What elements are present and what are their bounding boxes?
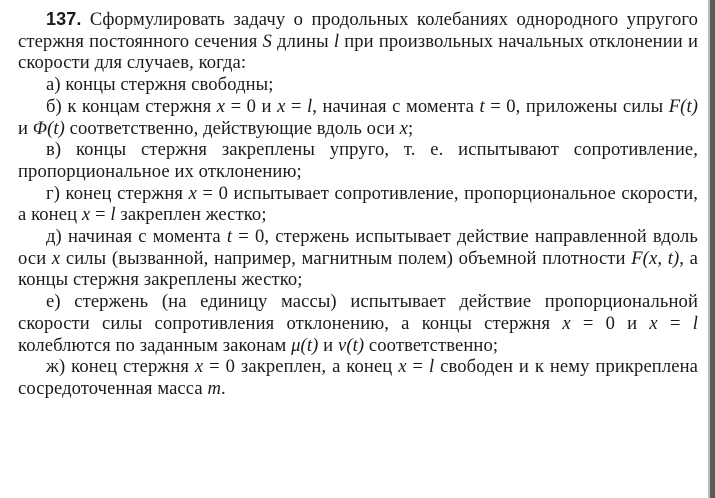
case-a: [18, 74, 698, 96]
math-symbol: ν(t): [337, 334, 365, 356]
math-symbol: Φ(t): [32, 117, 65, 139]
case-text: = 0 закреплен, а конец: [203, 356, 399, 378]
math-symbol: x: [188, 182, 197, 204]
math-symbol: t: [479, 95, 485, 117]
case-text: = 0, приложены силы: [484, 95, 669, 117]
scan-edge-shadow: [710, 0, 715, 498]
case-text: , начиная с момента: [312, 95, 480, 117]
case-text: в) концы стержня закреплены упруго, т. е. испытывают сопротивление, пропорциональное их отклонению;: [18, 139, 698, 182]
case-text: = 0 и: [225, 95, 278, 117]
case-text: а) концы стержня свободны;: [46, 74, 274, 96]
case-zh: [18, 356, 698, 399]
case-text: закреплен жестко;: [115, 204, 267, 226]
case-text: соответственно, действующие вдоль оси: [64, 117, 400, 139]
math-symbol: F(x, t): [631, 247, 680, 269]
case-text: =: [657, 312, 693, 334]
case-b: [18, 96, 698, 139]
math-symbol: x: [277, 95, 286, 117]
math-symbol: l: [306, 95, 313, 117]
intro-text: при произвольных начальных отклонении и скорости для случаев, когда:: [18, 30, 698, 74]
case-e: [18, 291, 698, 356]
case-text: ;: [408, 117, 414, 139]
case-text: =: [90, 204, 111, 226]
math-symbol: l: [692, 312, 698, 334]
math-symbol: μ(t): [291, 334, 319, 356]
case-text: колеблются по заданным законам: [18, 334, 292, 356]
math-symbol: l: [110, 204, 116, 226]
case-text: .: [221, 377, 226, 399]
case-text: ж) конец стержня: [46, 356, 195, 378]
case-v: [18, 139, 698, 182]
math-symbol: t: [226, 226, 233, 248]
case-text: = 0, стержень испытывает действие направленной вдоль оси: [18, 226, 698, 269]
math-symbol: x: [399, 117, 409, 139]
problem-statement: [18, 9, 698, 74]
math-symbol: x: [81, 204, 91, 226]
math-symbol: x: [649, 312, 658, 334]
case-text: соответственно;: [364, 334, 499, 356]
case-text: =: [285, 95, 307, 117]
math-symbol: x: [51, 247, 61, 269]
math-symbol: S: [262, 30, 272, 52]
case-text: б) к концам стержня: [46, 95, 217, 117]
problem-text: [18, 9, 698, 400]
math-symbol: m: [207, 377, 221, 399]
case-text: и: [318, 334, 338, 356]
math-symbol: x: [216, 95, 226, 117]
case-text: г) конец стержня: [46, 182, 189, 204]
case-text: д) начиная с момента: [46, 226, 227, 248]
case-text: = 0 и: [570, 312, 650, 334]
case-d: [18, 226, 698, 291]
case-text: = 0 испытывает сопротивление, пропорциональное скорости, а конец: [18, 182, 698, 226]
case-text: и: [18, 117, 33, 139]
problem-number: 137.: [46, 9, 82, 29]
math-symbol: x: [398, 356, 407, 378]
math-symbol: F(t): [668, 95, 699, 117]
intro-text: длины: [271, 30, 334, 52]
case-text: силы (вызванной, например, магнитным полем) объемной плотности: [60, 247, 632, 269]
case-text: =: [406, 356, 429, 378]
case-text: свободен и к нему прикреплена сосредоточенная масса: [18, 356, 698, 399]
intro-text: Сформулировать задачу о продольных колебаниях однородного упругого стержня постоянного сечения: [18, 9, 698, 52]
case-text: е) стержень (на единицу массы) испытывает действие пропорциональной скорости силы сопротивления отклонению, а концы стержня: [18, 291, 698, 334]
case-g: [18, 183, 698, 226]
math-symbol: x: [562, 312, 571, 334]
math-symbol: l: [428, 356, 435, 378]
math-symbol: l: [333, 30, 340, 52]
case-text: , а концы стержня закреплены жестко;: [18, 247, 698, 291]
math-symbol: x: [194, 356, 204, 378]
